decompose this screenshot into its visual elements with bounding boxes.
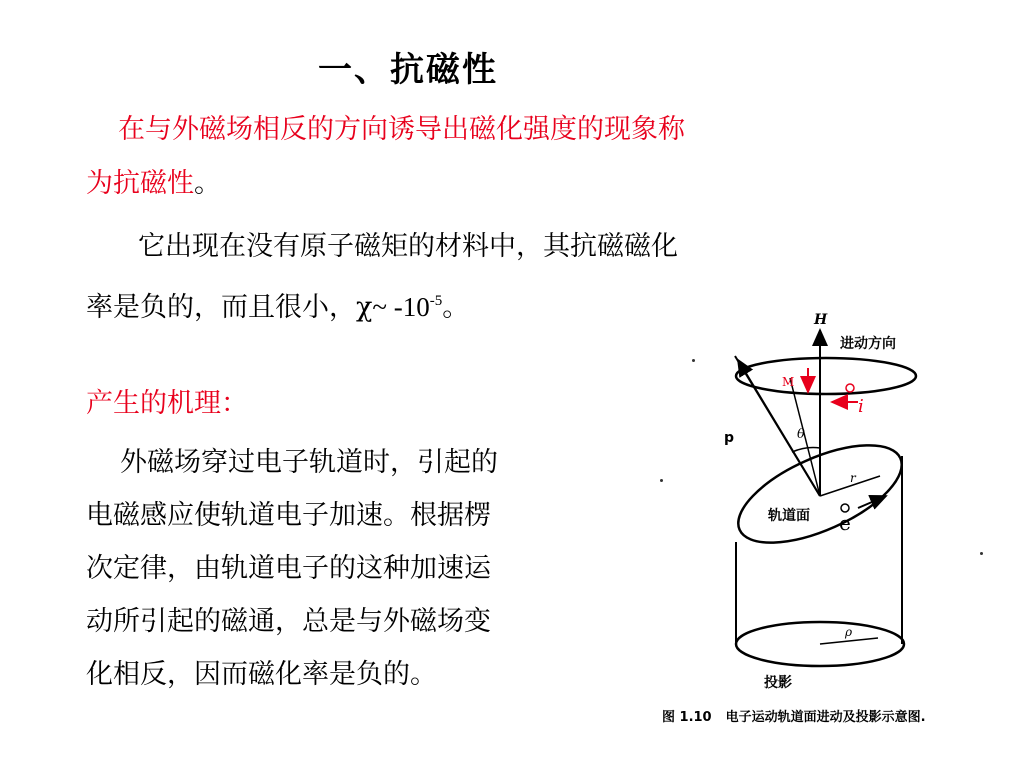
current-circle [846, 384, 854, 392]
slide-title: 一、抗磁性 [318, 50, 498, 90]
mechanism-line-5: 化相反，因而磁化率是负的。 [86, 659, 437, 690]
figure-caption-text: 电子运动轨道面进动及投影示意图. [725, 710, 926, 725]
definition-line-2-end: 。 [194, 168, 221, 199]
scan-speck [692, 359, 695, 362]
h-label: H [814, 312, 828, 328]
susceptibility-line-1: 它出现在没有原子磁矩的材料中，其抗磁磁化 [138, 231, 678, 262]
m-label: M [782, 375, 795, 389]
chi-exponent: -5 [429, 293, 443, 309]
mechanism-line-4: 动所引起的磁通，总是与外磁场变 [86, 606, 491, 637]
mechanism-text [86, 436, 616, 701]
chi-symbol: χ [356, 292, 373, 323]
mechanism-heading: 产生的机理： [86, 388, 248, 419]
susceptibility-line-2: 率是负的，而且很小， [86, 292, 356, 323]
precession-diagram [640, 306, 1000, 706]
electron-label: e [839, 511, 851, 535]
cone-line-right [790, 378, 820, 496]
mechanism-line-1: 外磁场穿过电子轨道时，引起的 [120, 447, 498, 478]
i-label: i [858, 396, 864, 417]
definition-text [86, 103, 846, 211]
mechanism-line-2: 电磁感应使轨道电子加速。根据楞 [86, 500, 491, 531]
chi-value: ~ -10 [372, 292, 430, 322]
orbit-plane-label: 轨道面 [768, 508, 810, 524]
scan-speck [660, 479, 663, 482]
projection-label: 投影 [764, 675, 792, 691]
susceptibility-line-2-end: 。 [442, 292, 470, 323]
figure-caption [662, 706, 940, 725]
precession-direction-label: 进动方向 [840, 336, 896, 352]
r-label: r [850, 471, 856, 485]
theta-arc [792, 448, 820, 453]
theta-label: θ [797, 427, 805, 442]
scan-speck [980, 552, 983, 555]
p-label: p [724, 430, 735, 446]
rho-label: ρ [845, 625, 853, 639]
definition-line-1: 在与外磁场相反的方向诱导出磁化强度的现象称 [118, 114, 685, 145]
figure-number: 图 1.10 [662, 710, 712, 725]
precession-ellipse [736, 358, 916, 394]
mechanism-line-3: 次定律，由轨道电子的这种加速运 [86, 553, 491, 584]
definition-line-2: 为抗磁性 [86, 168, 194, 199]
